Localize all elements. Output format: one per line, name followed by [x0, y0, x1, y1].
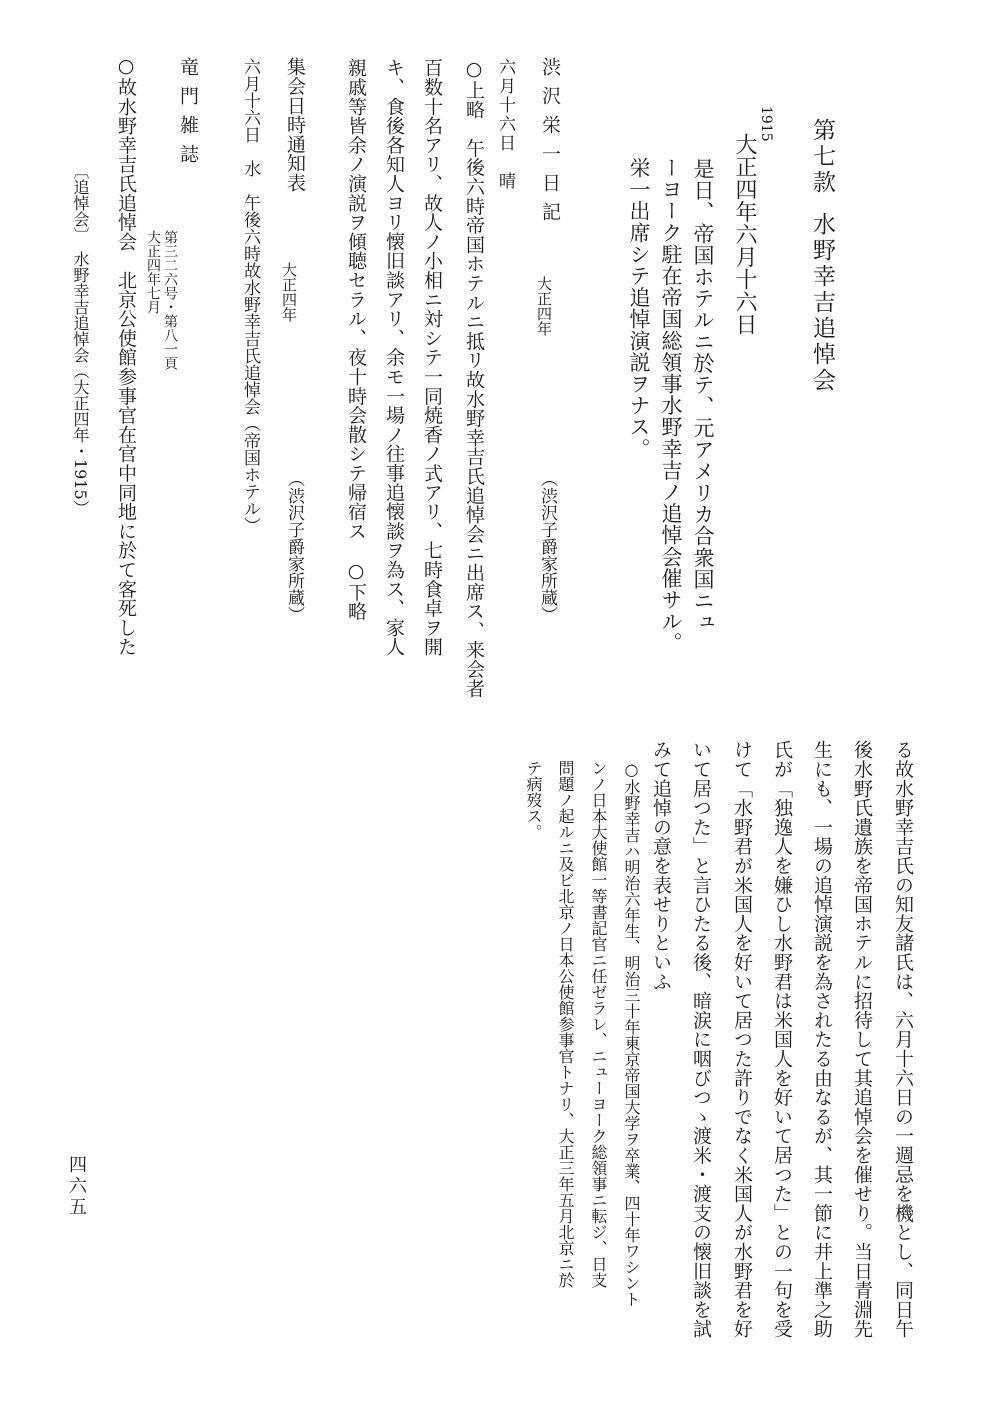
section-number: 第七款	[809, 118, 835, 196]
magazine-body-line-7: いて居つた」と言ひたる後、暗涙に咽びつゝ渡米・渡支の懐旧談を試	[690, 740, 712, 1339]
magazine-issue-2: 大正四年七月	[145, 230, 161, 314]
section-title: 水野幸吉追悼会	[809, 212, 835, 394]
note-line-4: テ病歿ス。	[524, 760, 543, 840]
magazine-body-line-8: みて追悼の意を表せりといふ	[650, 740, 672, 991]
magazine-body-line-5: 氏が「独逸人を嫌ひし水野君は米国人を好いて居つた」との一句を受	[771, 740, 793, 1339]
magazine-title: 竜門雑誌	[177, 57, 199, 173]
magazine-body-line-4: 生にも、一場の追悼演説を為されたる由なるが、其一節に井上準之助	[811, 740, 833, 1339]
magazine-body-line-1: ○故水野幸吉氏追悼会 北京公使館参事官在官中同地に於て客死した	[115, 55, 137, 657]
entry-date: 大正四年六月十六日	[732, 133, 757, 336]
year-ad: 1915	[758, 106, 774, 142]
magazine-body-line-3: 後水野氏遺族を帝国ホテルに招待して其追悼会を催せり。当日青淵先	[851, 740, 873, 1339]
notice-year: 大正四年	[280, 262, 298, 322]
summary-line-1: 是日、帝国ホテルニ於テ、元アメリカ合衆国ニュ	[691, 158, 715, 634]
note-line-1: ○水野幸吉ハ明治六年生、明治三十年東京帝国大学ヲ卒業、四十年ワシント	[622, 760, 641, 1307]
diary-year: 大正四年	[535, 276, 553, 336]
diary-title: 渋沢栄一日記	[539, 57, 561, 231]
running-head: 〔追悼会〕 水野幸吉追悼会（大正四年・1915）	[71, 163, 90, 516]
diary-line-2: 百数十名アリ、故人ノ小相ニ対シテ一同焼香ノ式アリ、七時食卓ヲ開	[421, 58, 443, 657]
magazine-body-line-6: けて「水野君が米国人を好いて居つた許りでなく米国人が水野君を好	[731, 740, 753, 1339]
notice-title: 集会日時通知表	[284, 57, 306, 193]
magazine-body-line-2: る故水野幸吉氏の知友諸氏は、六月十六日の一週忌を機とし、同日午	[892, 740, 914, 1339]
magazine-issue-1: 第三二六号・第八一頁	[162, 230, 178, 370]
diary-line-1: ○上略 午後六時帝国ホテルニ抵リ故水野幸吉氏追悼会ニ出席ス、来会者	[463, 58, 485, 698]
summary-line-2: ーヨーク駐在帝国総領事水野幸吉ノ追悼会催サル。	[659, 157, 683, 654]
diary-line-3: キ、食後各知人ヨリ懐旧談アリ、余モ一場ノ往事追懐談ヲ為ス、家人	[383, 58, 405, 657]
note-line-2: ンノ日本大使館一等書記官ニ任ゼラレ、ニューヨーク総領事ニ転ジ、日支	[589, 760, 608, 1288]
diary-date: 六月十六日 晴	[495, 58, 515, 191]
summary-line-3: 栄一出席シテ追悼演説ヲナス。	[627, 157, 651, 460]
notice-source: （渋沢子爵家所蔵）	[284, 470, 304, 623]
note-line-3: 問題ノ起ルニ及ビ北京ノ日本公使館参事官トナリ、大正三年五月北京ニ於	[556, 760, 575, 1288]
notice-line: 六月十六日 水 午後六時故水野幸吉氏追悼会（帝国ホテル）	[240, 58, 260, 534]
diary-source: （渋沢子爵家所蔵）	[537, 470, 557, 623]
diary-line-4: 親戚等皆余ノ演説ヲ傾聴セラル、夜十時会散シテ帰宿ス ○下略	[345, 58, 367, 621]
page-number: 四六五	[66, 1155, 87, 1218]
section-heading	[810, 118, 833, 394]
